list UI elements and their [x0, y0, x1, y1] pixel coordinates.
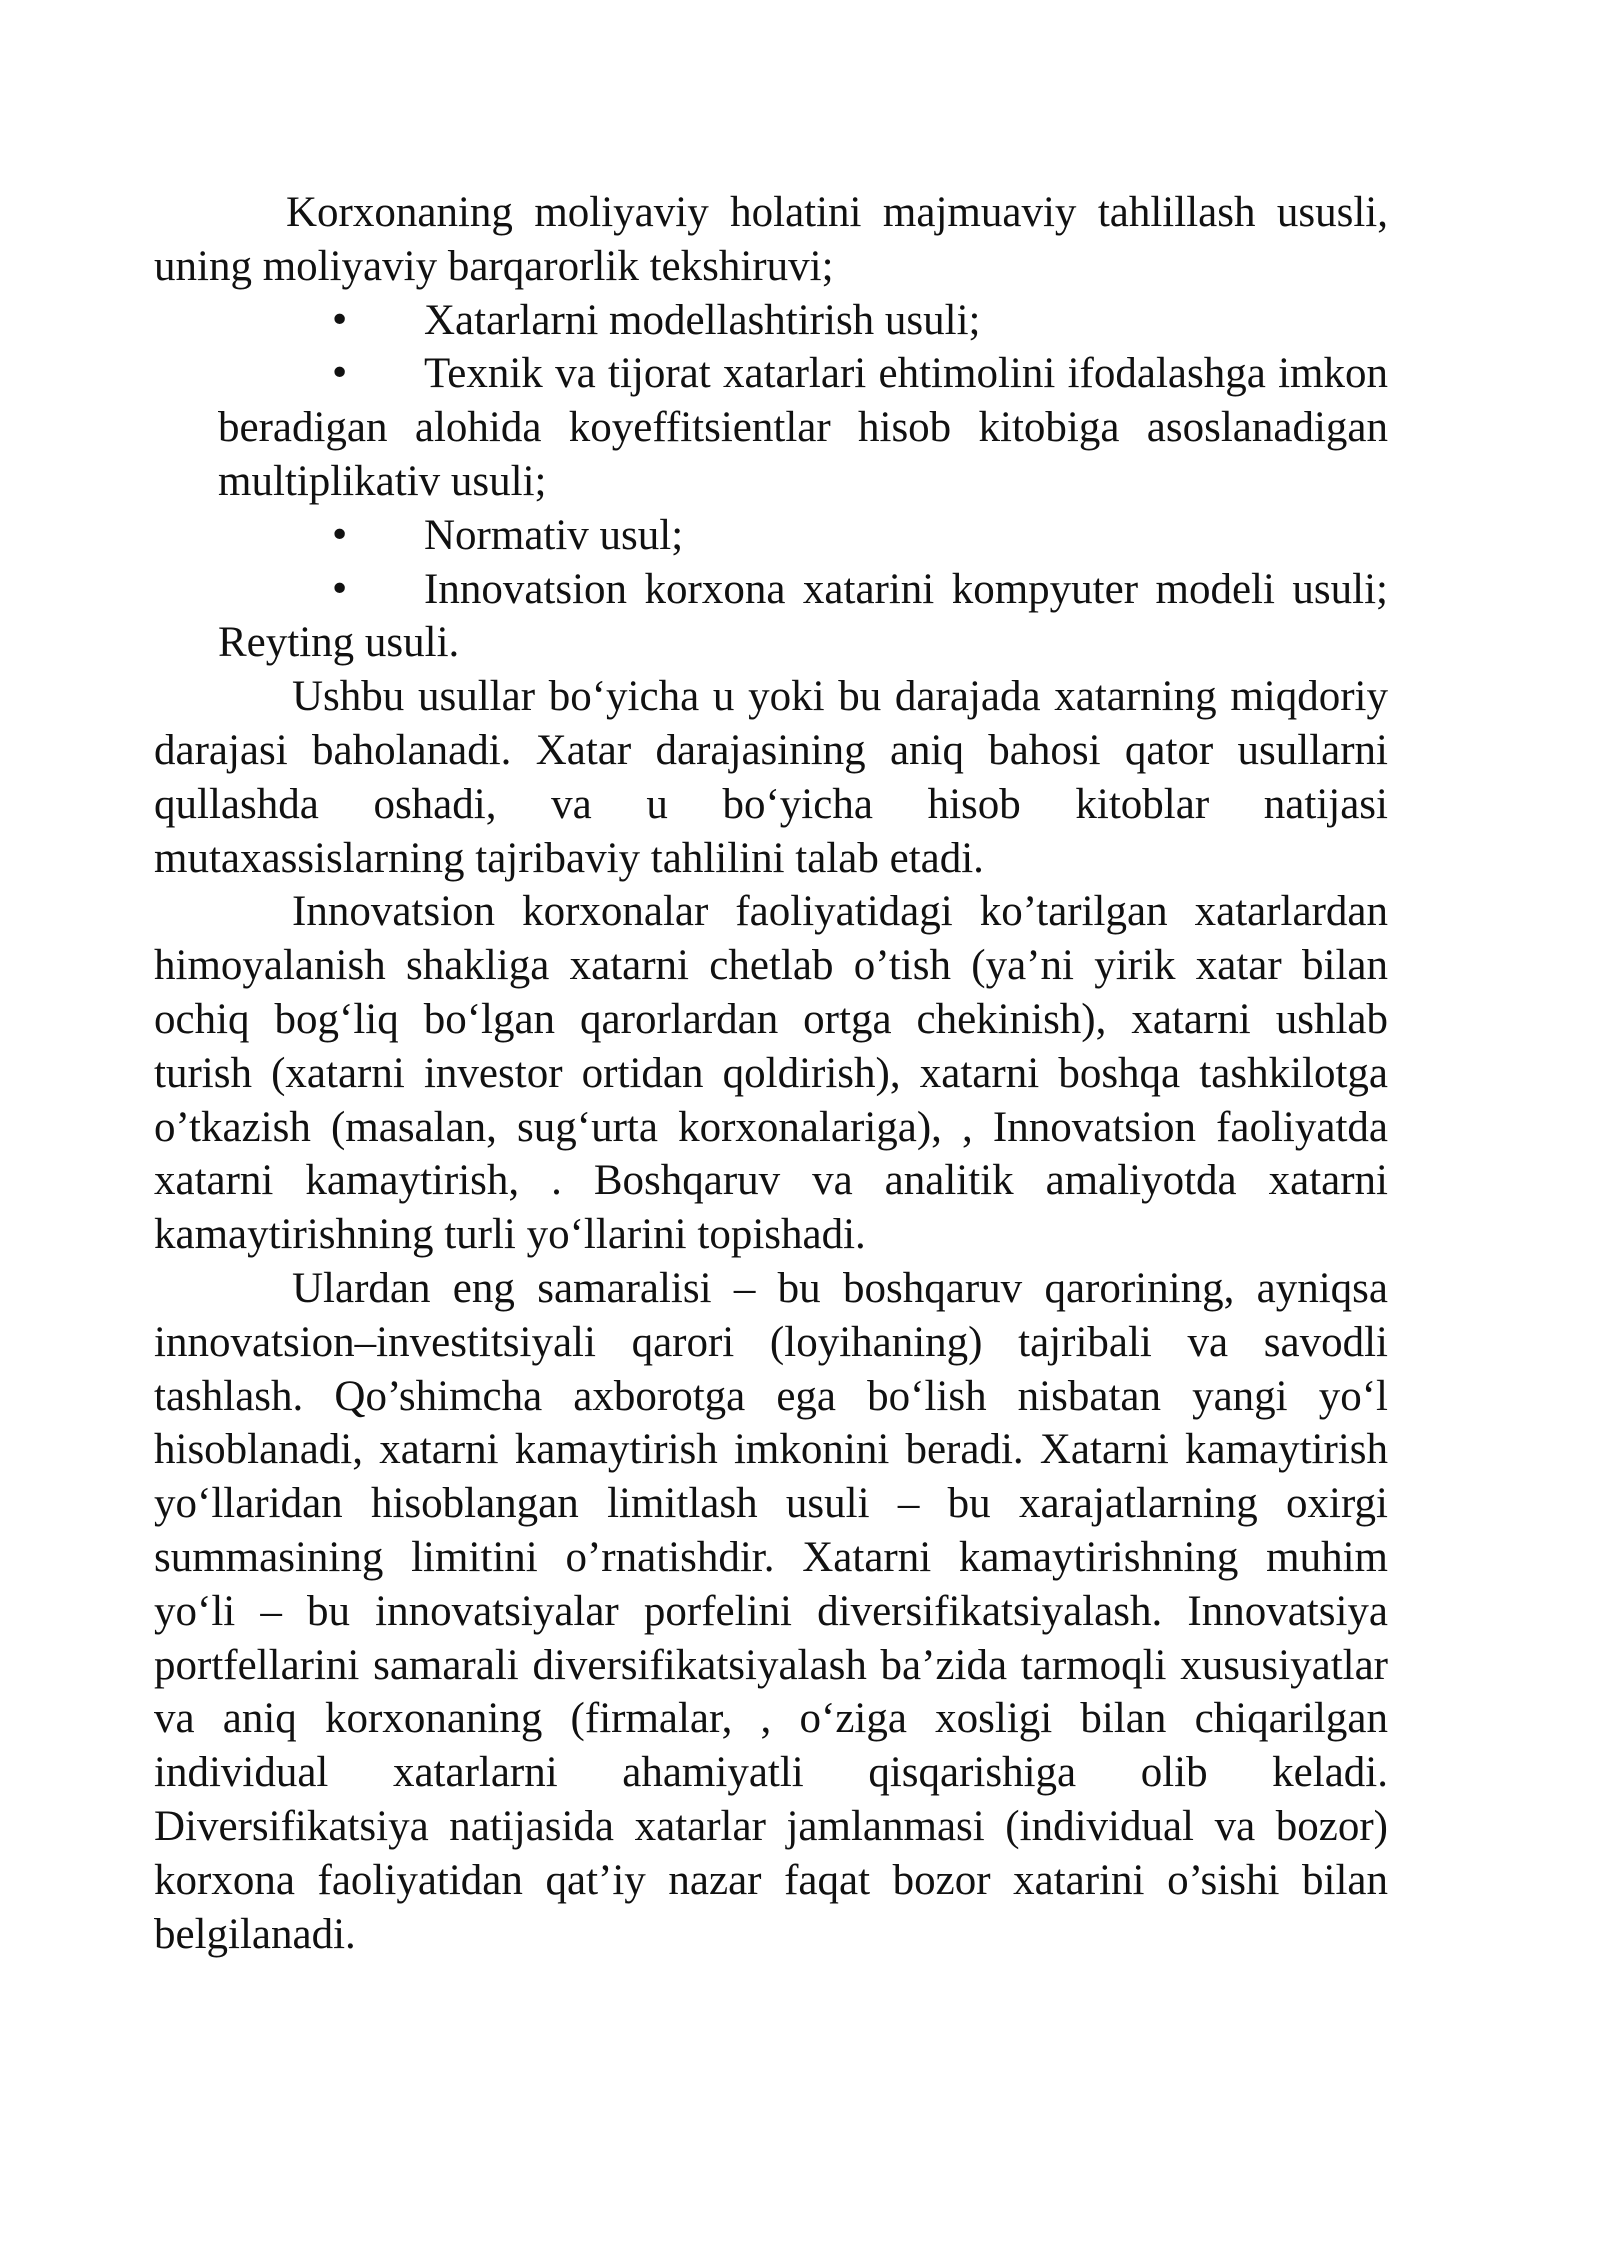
- bullet-icon: •: [329, 299, 351, 341]
- bullet-item: [154, 563, 1388, 671]
- bullet-icon: •: [329, 514, 351, 556]
- bullet-text: Xatarlarni modellashtirish usuli;: [424, 296, 981, 344]
- body-paragraph: Ulardan eng samaralisi – bu boshqaruv qarorining, ayniqsa innovatsion–investitsiyali qarori (loyihaning) tajribali va savodli tashlash. Qo’shimcha axborotga ega bo‘lish nisbatan yangi yo‘l hisoblanadi, xatarni kamaytirish imkonini beradi. Xatarni kamaytirish yo‘llaridan hisoblangan limitlash usuli – bu xarajatlarning oxirgi summasining limitini o’rnatishdir. Xatarni kamaytirishning muhim yo‘li – bu innovatsiyalar porfelini diversifikatsiyalash. Innovatsiya portfellarini samarali diversifikatsiyalash ba’zida tarmoqli xususiyatlar va aniq korxonaning (firmalar, , o‘ziga xosligi bilan chiqarilgan individual xatarlarni ahamiyatli qisqarishiga olib keladi. Diversifikatsiya natijasida xatarlar jamlanmasi (individual va bozor) korxona faoliyatidan qat’iy nazar faqat bozor xatarini o’sishi bilan belgilanadi.: [154, 1264, 1388, 1958]
- body-paragraph: Innovatsion korxonalar faoliyatidagi ko’tarilgan xatarlardan himoyalanish shakliga xatarni chetlab o’tish (ya’ni yirik xatar bilan ochiq bog‘liq bo‘lgan qarorlardan ortga chekinish), xatarni ushlab turish (xatarni investor ortidan qoldirish), xatarni boshqa tashkilotga o’tkazish (masalan, sug‘urta korxonalariga), , Innovatsion faoliyatda xatarni kamaytirish, . Boshqaruv va analitik amaliyotda xatarni kamaytirishning turli yo‘llarini topishadi.: [154, 888, 1388, 1259]
- bullet-text: Innovatsion korxona xatarini kompyuter modeli usuli; Reyting usuli.: [218, 565, 1388, 667]
- document-page: [154, 186, 1388, 1961]
- intro-paragraph: Korxonaning moliyaviy holatini majmuaviy tahlillash ususli, uning moliyaviy barqarorlik tekshiruvi;: [154, 189, 1388, 290]
- bullet-icon: •: [329, 568, 351, 610]
- bullet-icon: •: [329, 353, 351, 395]
- bullet-item: [154, 294, 1388, 348]
- bullet-text: Texnik va tijorat xatarlari ehtimolini ifodalashga imkon beradigan alohida koyeffitsientlar hisob kitobiga asoslanadigan multiplikativ usuli;: [218, 350, 1388, 505]
- bullet-item: [154, 509, 1388, 563]
- bullet-text: Normativ usul;: [424, 511, 684, 559]
- bullet-item: [154, 347, 1388, 508]
- body-paragraph: Ushbu usullar bo‘yicha u yoki bu darajada xatarning miqdoriy darajasi baholanadi. Xatar darajasining aniq bahosi qator usullarni qullashda oshadi, va u bo‘yicha hisob kitoblar natijasi mutaxassislarning tajribaviy tahlilini talab etadi.: [154, 673, 1388, 882]
- methods-bullet-list: [154, 294, 1388, 671]
